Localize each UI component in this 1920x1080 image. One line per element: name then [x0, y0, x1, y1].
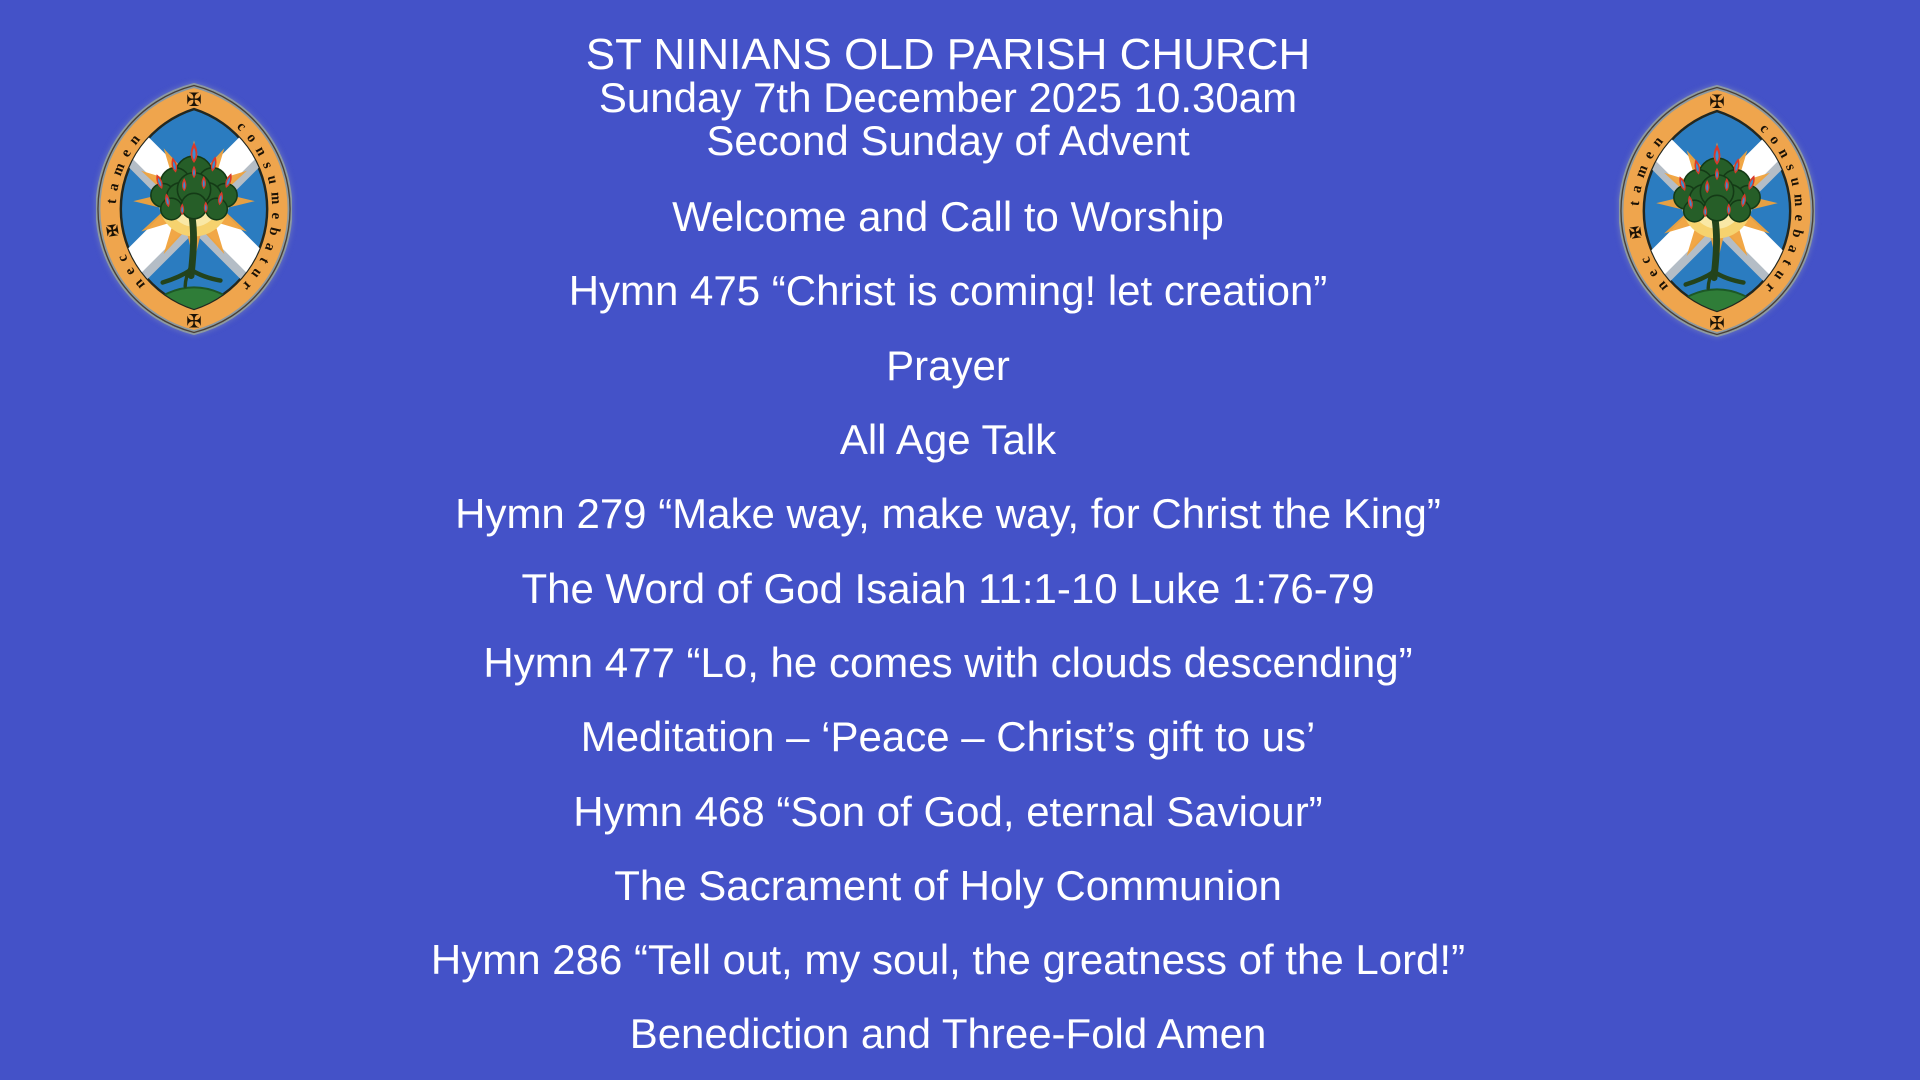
service-item-communion: The Sacrament of Holy Communion [614, 861, 1282, 909]
service-date-time: Sunday 7th December 2025 10.30am [598, 74, 1298, 121]
service-item-meditation: Meditation – ‘Peace – Christ’s gift to us’ [580, 713, 1316, 761]
service-item-benediction: Benediction and Three-Fold Amen [629, 1010, 1267, 1058]
service-item-hymn-279: Hymn 279 “Make way, make way, for Christ the King” [455, 490, 1441, 538]
slide-header [0, 30, 1896, 164]
service-item-hymn-477: Hymn 477 “Lo, he comes with clouds descending” [483, 638, 1413, 686]
service-item-hymn-475: Hymn 475 “Christ is coming! let creation” [568, 267, 1328, 315]
church-name-title: ST NINIANS OLD PARISH CHURCH [585, 30, 1311, 79]
service-item-prayer: Prayer [886, 341, 1010, 389]
service-item-welcome: Welcome and Call to Worship [672, 193, 1224, 241]
service-item-all-age-talk: All Age Talk [839, 416, 1057, 464]
service-item-hymn-286: Hymn 286 “Tell out, my soul, the greatness of the Lord!” [430, 936, 1466, 984]
service-item-word-of-god: The Word of God Isaiah 11:1-10 Luke 1:76-79 [521, 564, 1375, 612]
slide-content [0, 30, 1920, 1072]
order-of-service-list [0, 180, 1896, 1072]
service-item-hymn-468: Hymn 468 “Son of God, eternal Saviour” [573, 787, 1323, 835]
liturgical-occasion: Second Sunday of Advent [706, 117, 1190, 164]
